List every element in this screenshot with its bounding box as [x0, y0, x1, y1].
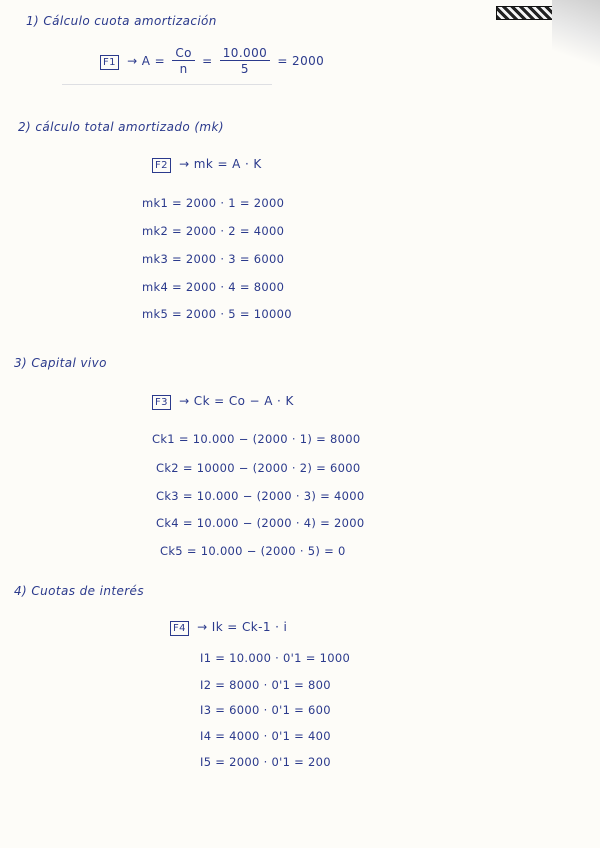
formula-box-label: F3: [152, 395, 171, 410]
section-4-formula: [170, 620, 287, 636]
equation-line: Ck5 = 10.000 − (2000 · 5) = 0: [160, 544, 346, 558]
section-1-heading: 1) Cálculo cuota amortización: [26, 14, 217, 28]
section-2-formula: [152, 157, 262, 173]
equation-line: Ck3 = 10.000 − (2000 · 3) = 4000: [156, 489, 365, 503]
equation-line: mk5 = 2000 · 5 = 10000: [142, 307, 292, 321]
fraction-denominator: n: [179, 62, 188, 76]
formula-box-label: F4: [170, 621, 189, 636]
formula-text: → Ik = Ck-1 · i: [197, 620, 288, 634]
equation-line: Ck1 = 10.000 − (2000 · 1) = 8000: [152, 432, 361, 446]
equation-line: mk3 = 2000 · 3 = 6000: [142, 252, 285, 266]
formula-box-label: F2: [152, 158, 171, 173]
page-corner-fold: [552, 0, 600, 80]
formula-prefix: → A =: [127, 54, 166, 68]
fraction-values: [220, 46, 270, 77]
equation-line: mk1 = 2000 · 1 = 2000: [142, 196, 285, 210]
equation-line: mk2 = 2000 · 2 = 4000: [142, 224, 285, 238]
equation-line: Ck2 = 10000 − (2000 · 2) = 6000: [156, 461, 361, 475]
equation-line: I2 = 8000 · 0'1 = 800: [200, 678, 331, 692]
fraction-denominator: 5: [240, 62, 249, 76]
bleed-through-line: [62, 84, 272, 85]
equation-line: I1 = 10.000 · 0'1 = 1000: [200, 651, 351, 665]
fraction-numerator: Co: [172, 46, 195, 61]
section-2-heading: 2) cálculo total amortizado (mk): [18, 120, 224, 134]
equation-line: mk4 = 2000 · 4 = 8000: [142, 280, 285, 294]
section-3-formula: [152, 394, 294, 410]
equation-line: I3 = 6000 · 0'1 = 600: [200, 703, 331, 717]
equation-line: Ck4 = 10.000 − (2000 · 4) = 2000: [156, 516, 365, 530]
fraction-co-n: [172, 46, 195, 77]
section-1-formula: F1 → A = $\frac{Co}{n}$ = $\frac{10.000}{5}$ = 2000: [100, 46, 324, 77]
fraction-numerator: 10.000: [220, 46, 270, 61]
formula-text: → mk = A · K: [179, 157, 262, 171]
formula-result: = 2000: [277, 54, 325, 68]
section-3-heading: 3) Capital vivo: [14, 356, 107, 370]
equation-line: I4 = 4000 · 0'1 = 400: [200, 729, 331, 743]
formula-box-label: F1: [100, 55, 119, 70]
equation-line: I5 = 2000 · 0'1 = 200: [200, 755, 331, 769]
section-4-heading: 4) Cuotas de interés: [14, 584, 144, 598]
formula-text: → Ck = Co − A · K: [179, 394, 294, 408]
